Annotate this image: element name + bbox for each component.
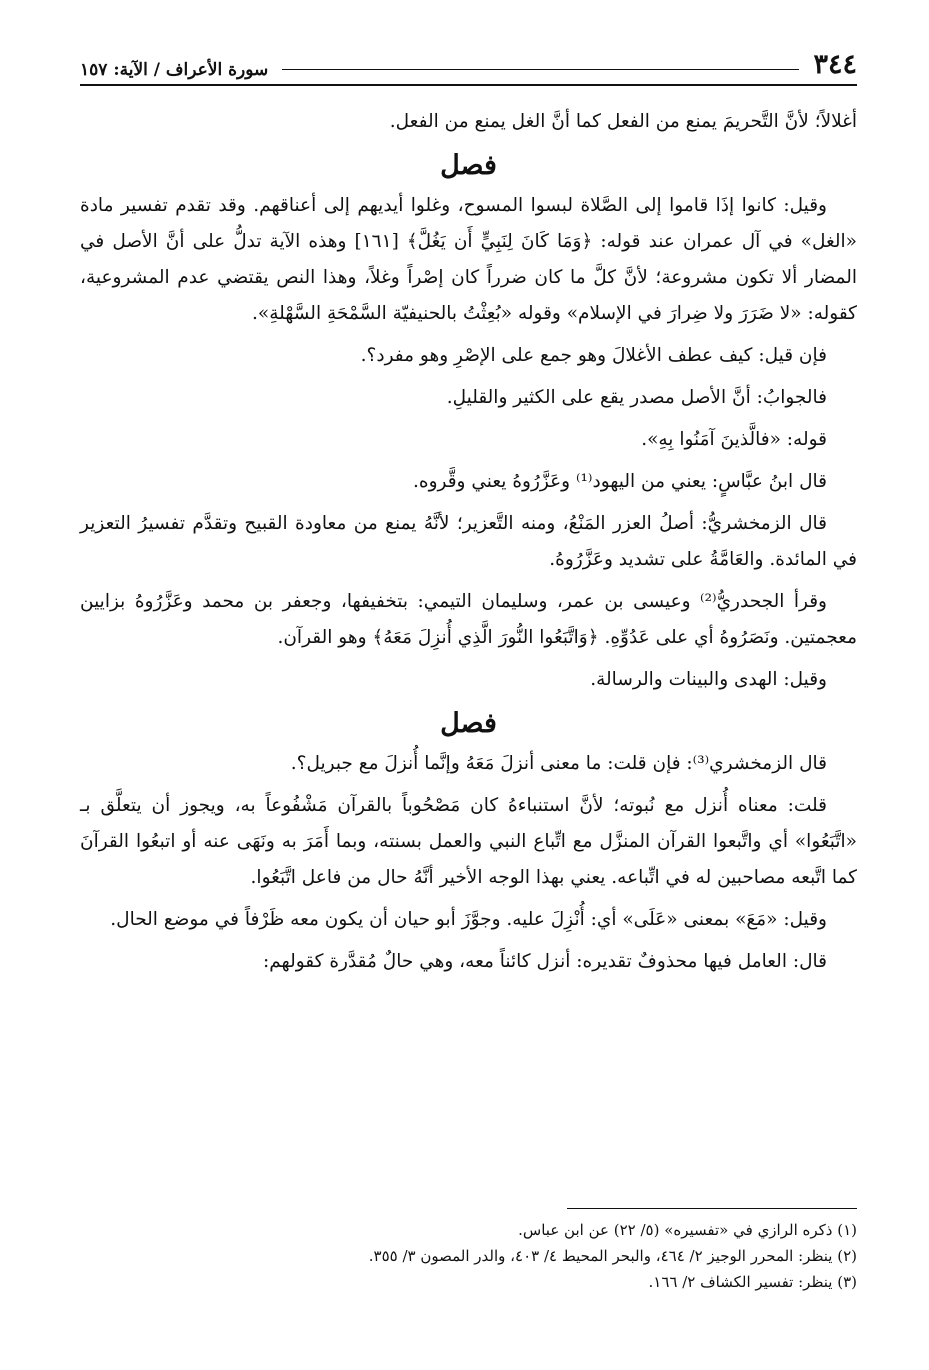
paragraph: وقيل: كانوا إذَا قاموا إلى الصَّلاة لبسوا المسوح، وغلوا أيديهم إلى أعناقهم. وقد تقدم تفسير مادة «الغل» في آل عمران عند قوله: ﴿وَمَا كَانَ لِنَبِيٍّ أَن يَغُلَّ﴾ [١٦١] وهذه الآية تدلُّ على أنَّ الأصل في المضار ألا تكون مشروعة؛ لأنَّ كلَّ ما كان ضرراً كان إصْراً وغلاً، وهذا النص يقتضي عدم المشروعية، كقوله: «لا ضَرَرَ ولا ضِرارَ في الإسلام» وقوله «بُعِثْتُ بالحنيفيّة السَّمْحَةِ السَّهْلةِ». bbox=[80, 195, 857, 324]
section-heading: فصل bbox=[440, 708, 497, 739]
paragraph: قال الزمخشري⁽³⁾: فإن قلت: ما معنى أنزلَ مَعَهُ وإنَّما أُنزلَ مع جبريل؟. bbox=[290, 753, 827, 774]
footnote-rule bbox=[567, 1208, 857, 1209]
page bbox=[80, 40, 857, 986]
paragraph: قال ابنُ عبَّاسٍ: يعني من اليهود⁽¹⁾ وعَزَّرُوهُ يعني وقَّروه. bbox=[413, 471, 827, 492]
footnote: (٣) ينظر: تفسير الكشاف ٢/ ١٦٦. bbox=[648, 1273, 857, 1291]
body-text bbox=[80, 104, 857, 980]
paragraph: قال الزمخشريُّ: أصلُ العزر المَنْعُ، ومنه التَّعزير؛ لأنَّهُ يمنع من معاودة القبيح وتقدَّم تفسيرُ التعزير في المائدة. والعَامَّةُ على تشديد وعَزَّرُوهُ. bbox=[80, 513, 857, 570]
paragraph: وقرأ الجحدريُّ⁽²⁾ وعيسى بن عمر، وسليمان التيمي: بتخفيفها، وجعفر بن محمد وعَزَّرُوهُ بزايين معجمتين. ونَصَرُوهُ أي على عَدُوِّهِ. ﴿وَاتَّبَعُوا النُّورَ الَّذِي أُنزِلَ مَعَهُ﴾ وهو القرآن. bbox=[80, 591, 857, 648]
page-number: ٣٤٤ bbox=[813, 49, 857, 80]
footnote: (١) ذكره الرازي في «تفسيره» (٥/ ٢٢) عن ابن عباس. bbox=[518, 1221, 857, 1239]
paragraph: وقيل: «مَعَ» بمعنى «عَلَى» أي: أُنْزِلَ عليه. وجوَّزَ أبو حيان أن يكون معه ظَرْفاً في موضع الحال. bbox=[110, 909, 827, 930]
footnotes bbox=[80, 1208, 857, 1295]
paragraph: قلت: معناه أُنزل مع نُبوته؛ لأنَّ استنباءهُ كان مَصْحُوباً بالقرآن مَشْفُوعاً به، ويجوز أن يتعلَّق بـ «اتَّبَعُوا» أي واتَّبعوا القرآن المنزَّل مع اتِّباع النبي والعمل بسنته، وبما أَمَرَ به ونَهَى عنه أو اتبعُوا القرآنَ كما اتَّبعه مصاحبين له في اتِّباعه. يعني بهذا الوجه الأخير أنَّهُ حال من فاعل اتَّبَعُوا. bbox=[80, 795, 857, 888]
running-title: سورة الأعراف / الآية: ١٥٧ bbox=[80, 60, 269, 80]
paragraph: قال: العامل فيها محذوفٌ تقديره: أنزل كائناً معه، وهي حالٌ مُقدَّرة كقولهم: bbox=[263, 951, 827, 972]
footnote: (٢) ينظر: المحرر الوجيز ٢/ ٤٦٤، والبحر المحيط ٤/ ٤٠٣، والدر المصون ٣/ ٣٥٥. bbox=[368, 1247, 857, 1265]
section-heading: فصل bbox=[440, 150, 497, 181]
paragraph: فإن قيل: كيف عطف الأغلالَ وهو جمع على الإصْرِ وهو مفرد؟. bbox=[360, 345, 827, 366]
paragraph: فالجوابُ: أنَّ الأصل مصدر يقع على الكثير والقليلِ. bbox=[446, 387, 827, 408]
page-header bbox=[80, 40, 857, 86]
header-rule bbox=[282, 69, 799, 70]
paragraph: أغلالاً؛ لأنَّ التَّحريمَ يمنع من الفعل كما أنَّ الغل يمنع من الفعل. bbox=[389, 111, 857, 132]
paragraph: قوله: «فالَّذينَ آمَنُوا بِهِ». bbox=[641, 429, 827, 450]
paragraph: وقيل: الهدى والبينات والرسالة. bbox=[590, 669, 827, 690]
